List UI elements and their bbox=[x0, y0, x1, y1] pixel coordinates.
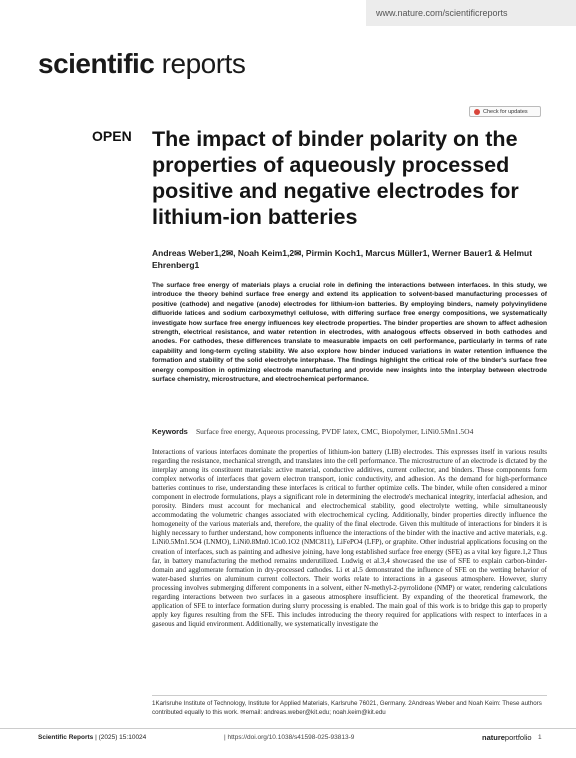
publisher-logo bbox=[482, 733, 532, 742]
footer-divider bbox=[0, 728, 576, 730]
abstract: The surface free energy of materials plays a crucial role in defining the interactions between interfaces. In this study, we introduce the theory behind surface free energy and extend its application to solvent-based manufacturing processes of positive (cathode) and negative (anode) electrodes for lithium-ion batteries. By employing binders, namely polyvinylidene difluoride latices and sodium carboxymethyl cellulose, with differing surface free energy compositions, we systematically investigate how surface free energy influences key electrode properties. The binder properties are shown to affect adhesion strength, electrical resistance, and water retention in electrodes, with analogous effects observed in both cathodes and anodes. For cathodes, these differences translate to measurable impacts on cell performance, particularly in terms of rate capability and long-term cycling stability. We also explore how binder induced variations in water retention influence the formation and stability of the solid electrolyte interphase. The findings highlight the critical role of the binder's surface free energy composition in optimizing electrode manufacturing and provide new insights into the interplay between electrode surface chemistry, microstructure, and electrochemical performance. bbox=[152, 282, 547, 384]
doi-link[interactable]: | https://doi.org/10.1038/s41598-025-93813-9 bbox=[224, 734, 355, 741]
publisher-light: portfolio bbox=[504, 733, 532, 742]
keywords bbox=[152, 427, 552, 436]
affiliation-footnote: 1Karlsruhe Institute of Technology, Institute for Applied Materials, Karlsruhe 76021, Germany. 2Andreas Weber and Noah Keim: These authors contributed equally to this work. ✉email: andreas.weber@kit.edu; noah.keim@kit.edu bbox=[152, 700, 542, 716]
keywords-text: Surface free energy, Aqueous processing, PVDF latex, CMC, Biopolymer, LiNi0.5Mn1.5O4 bbox=[195, 427, 474, 436]
brand-light: reports bbox=[161, 48, 246, 79]
footer-volume: (2025) 15:10024 bbox=[98, 734, 147, 741]
doi-text[interactable]: https://doi.org/10.1038/s41598-025-93813-9 bbox=[227, 734, 355, 741]
crossmark-icon bbox=[474, 109, 480, 115]
article-title: The impact of binder polarity on the properties of aqueously processed positive and negative electrodes for lithium-ion batteries bbox=[152, 127, 519, 229]
brand-bold: scientific bbox=[38, 48, 155, 79]
footer-journal-name: Scientific Reports bbox=[38, 734, 94, 741]
check-updates-label: Check for updates bbox=[483, 108, 528, 115]
journal-brand[interactable] bbox=[38, 48, 245, 80]
keywords-label: Keywords bbox=[152, 427, 188, 436]
page-number: 1 bbox=[538, 734, 542, 741]
journal-url[interactable]: www.nature.com/scientificreports bbox=[366, 0, 576, 26]
check-updates-button[interactable] bbox=[469, 106, 541, 117]
body-text: Interactions of various interfaces dominate the properties of lithium-ion battery (LIB) electrodes. This expresses itself in various results regarding the resistance, mechanical strength, and translates into the cell performance. The microstructure of an electrode is dictated by the interplay among its constituent materials: active material, conductive additives, current collector, and binders. These components form complex networks of interfaces that govern electron transport, ionic conductivity, and adhesion. As the demand for high-performance batteries continues to rise, understanding these interfaces is critical to further optimize cells. The binder, while often considered a minor component in electrode formulations, plays a significant role in determining the electrode's mechanical integrity, interfacial adhesion, and porosity. Binders must account for mechanical and electrochemical stability, good electrolyte wetting, while simultaneously accommodating the volumetric changes associated with electrochemical cycling. Additionally, binder properties directly influence the homogeneity of the various materials and, therefore, the quality of the final electrode. Given this multitude of interactions for binders it is highly necessary to further understand, how components influence the interactions of the binder with the inactive and active materials, e.g. LiNi0.5Mn1.5O4 (LNMO), LiNi0.8Mn0.1Co0.1O2 (NMC811), LiFePO4 (LFP), or graphite. Other industrial applications focusing on the creation of interfaces, such as painting and adhesive joining, have long established surface free energy (SFE) as a vital key figure.1,2 Thus far, in battery manufacturing the method remains underutilized. Ludwig et al.3,4 showcased the use of SFE to explain carbon-binder-domain and agglomerate formation in dry-processed cathodes. Li et al.5 demonstrated the influence of SFE on the wetting behavior of water-based slurries on aluminum current collectors. Their works relate to interactions in a gaseous atmosphere. However, slurry processing involves submerging different components in a solvent, either N-methyl-2-pyrrolidone (NMP) or water, rendering calculations regarding interactions between two surfaces in a gaseous atmosphere insufficient. By expanding of the theoretical framework, the application of SFE to interface formation during slurry processing is enabled. The main goal of this work is to bridge this gap to properly apply key figures resulting from the SFE. This includes introducing the theory required for applications with respect to interfaces in a gaseous and liquid environment. Additionally, we systematically investigate the bbox=[152, 448, 547, 628]
open-access-label: OPEN bbox=[92, 128, 132, 144]
footer-citation: Scientific Reports | (2025) 15:10024 bbox=[38, 734, 147, 741]
footnote-divider bbox=[152, 695, 547, 696]
author-list[interactable]: Andreas Weber1,2✉, Noah Keim1,2✉, Pirmin Koch1, Marcus Müller1, Werner Bauer1 & Helmut Ehrenberg1 bbox=[152, 248, 533, 270]
publisher-bold: nature bbox=[482, 733, 505, 742]
